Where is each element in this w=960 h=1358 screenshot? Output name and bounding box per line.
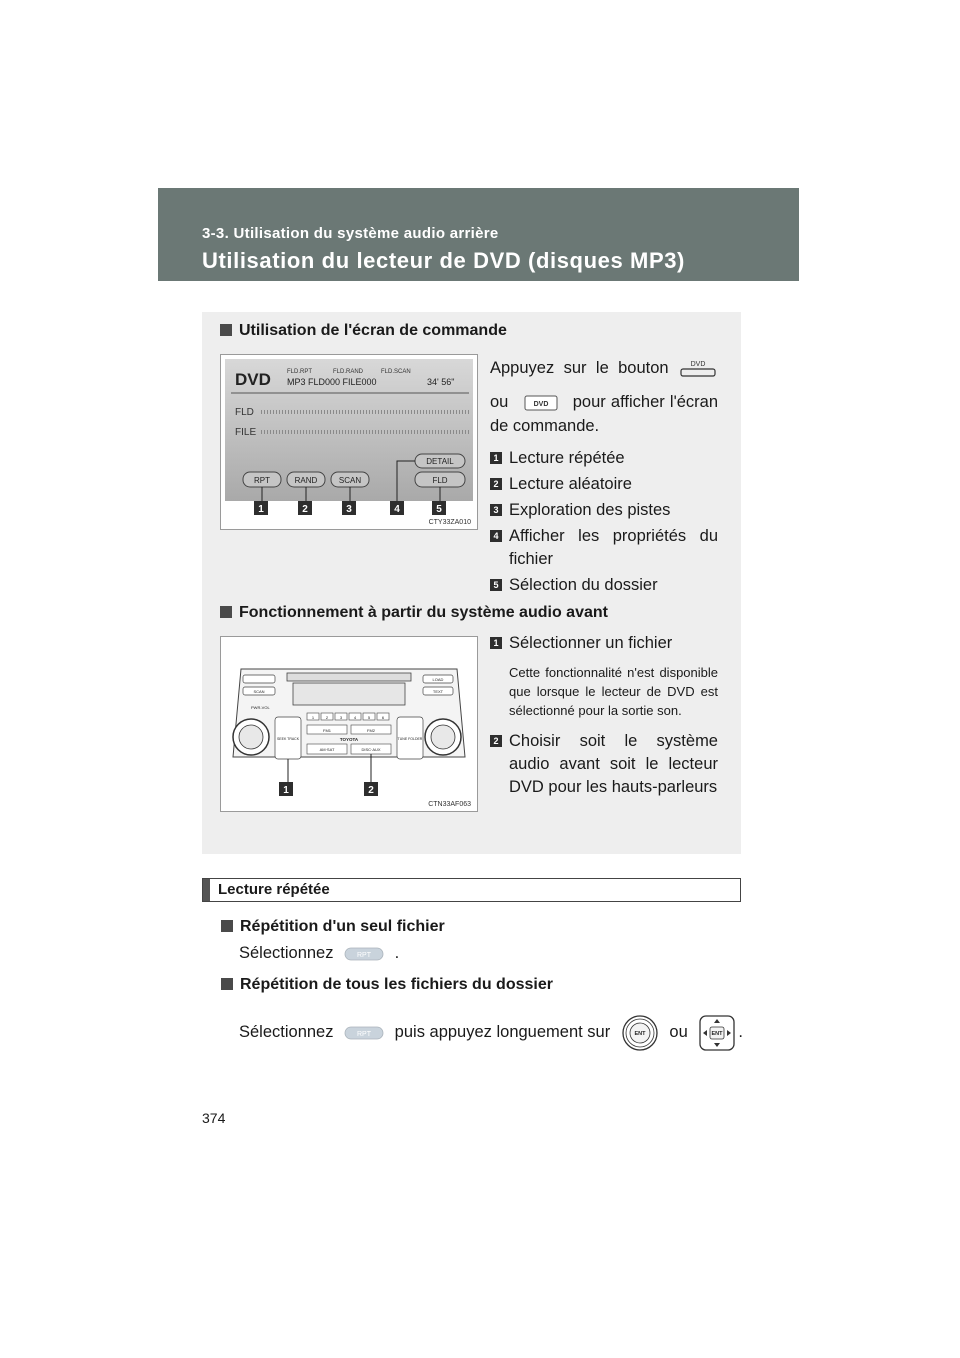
repeat-section-title: Lecture répétée — [218, 881, 330, 898]
svg-text:SCAN: SCAN — [338, 476, 362, 485]
svg-text:4: 4 — [353, 715, 357, 720]
list-item: 1 Lecture répétée — [490, 447, 718, 470]
front-section-heading: Fonctionnement à partir du système audio avant — [220, 604, 608, 622]
screen-item-list — [490, 447, 718, 597]
svg-text:DVD: DVD — [533, 400, 548, 408]
square-bullet-icon — [221, 978, 233, 990]
svg-text:AM·SAT: AM·SAT — [319, 747, 335, 752]
screen-row-file: FILE — [235, 427, 257, 438]
svg-text:RPT: RPT — [357, 951, 372, 959]
intro-line-2: ou DVD pour afficher l'écran de commande. — [490, 393, 719, 435]
svg-text:TOYOTA: TOYOTA — [339, 737, 359, 742]
svg-text:FM1: FM1 — [323, 728, 331, 733]
control-screen-figure — [220, 354, 478, 530]
svg-text:FLD: FLD — [432, 476, 448, 485]
svg-text:TUNE FOLDER: TUNE FOLDER — [397, 737, 423, 741]
svg-text:LOAD: LOAD — [432, 677, 444, 682]
svg-text:2: 2 — [302, 504, 308, 515]
list-item: 1 Sélectionner un fichier — [490, 632, 718, 655]
section-label: 3-3. Utilisation du système audio arrière — [202, 225, 499, 242]
control-screen-illustration — [221, 355, 477, 529]
repeat-folder-heading: Répétition de tous les fichiers du dossier — [221, 976, 553, 994]
page-title: Utilisation du lecteur de DVD (disques MP3) — [202, 248, 685, 273]
svg-text:ENT: ENT — [634, 1030, 646, 1037]
list-item: 4 Afficher les propriétés du fichier — [490, 525, 718, 571]
figure-code: CTY33ZA010 — [428, 519, 471, 526]
screen-mode-2: FLD.RAND — [333, 369, 364, 375]
list-item: 5 Sélection du dossier — [490, 574, 718, 597]
svg-text:2: 2 — [325, 715, 329, 720]
square-bullet-icon — [220, 606, 232, 618]
list-item: 3 Exploration des pistes — [490, 499, 718, 522]
list-item: 2 Choisir soit le système audio avant soit le lecteur DVD pour les hauts-parleurs — [490, 730, 718, 799]
intro-line-1: Appuyez sur le bouton DVD — [490, 356, 718, 380]
svg-text:TEXT: TEXT — [432, 689, 444, 694]
svg-text:DVD: DVD — [690, 360, 706, 368]
page-number: 374 — [202, 1110, 226, 1126]
svg-text:1: 1 — [283, 785, 289, 796]
svg-text:5: 5 — [367, 715, 371, 720]
svg-text:1: 1 — [311, 715, 315, 720]
front-audio-illustration — [221, 637, 477, 811]
svg-text:6: 6 — [381, 715, 385, 720]
dvd-small-button-icon — [524, 395, 558, 411]
screen-brand: DVD — [235, 370, 271, 389]
repeat-folder-instruction: Sélectionnez RPT puis appuyez longuement sur ENT ou ENT . — [239, 1012, 743, 1052]
repeat-section-bar — [202, 878, 741, 902]
svg-text:DETAIL: DETAIL — [426, 457, 454, 466]
screen-mode-1: FLD.RPT — [287, 369, 313, 375]
svg-text:SEEK TRACK: SEEK TRACK — [276, 737, 300, 741]
repeat-single-instruction: Sélectionnez RPT . — [239, 944, 400, 962]
front-audio-figure — [220, 636, 478, 812]
svg-text:3: 3 — [339, 715, 343, 720]
svg-text:SCAN: SCAN — [253, 689, 265, 694]
note-text: Cette fonctionnalité n'est disponible que lorsque le lecteur de DVD est sélectionné pour la sortie son. — [509, 665, 718, 718]
screen-file-info: MP3 FLD000 FILE000 — [287, 377, 377, 387]
ent-knob-icon — [621, 1014, 659, 1052]
repeat-single-heading: Répétition d'un seul fichier — [221, 918, 445, 936]
svg-text:3: 3 — [346, 504, 352, 515]
svg-text:RPT: RPT — [254, 476, 270, 485]
rpt-button-icon — [344, 946, 384, 962]
ent-pad-icon — [698, 1014, 736, 1052]
svg-text:1: 1 — [258, 504, 264, 515]
svg-text:ENT: ENT — [711, 1030, 723, 1037]
svg-text:RAND: RAND — [294, 476, 318, 485]
svg-text:2: 2 — [368, 785, 374, 796]
svg-text:PWR-VOL: PWR-VOL — [251, 705, 270, 710]
front-item-list — [490, 632, 718, 799]
square-bullet-icon — [220, 324, 232, 336]
svg-text:RPT: RPT — [357, 1030, 372, 1038]
svg-text:4: 4 — [394, 504, 400, 515]
svg-text:DISC·AUX: DISC·AUX — [361, 747, 381, 752]
figure-code: CTN33AF063 — [428, 801, 471, 808]
svg-text:FM2: FM2 — [367, 728, 375, 733]
screen-time: 34' 56" — [427, 377, 455, 387]
square-bullet-icon — [221, 920, 233, 932]
dvd-button-icon — [678, 358, 718, 380]
screen-row-fld: FLD — [235, 407, 254, 418]
rpt-button-icon — [344, 1025, 384, 1041]
screen-section-heading: Utilisation de l'écran de commande — [220, 322, 507, 340]
list-item: 2 Lecture aléatoire — [490, 473, 718, 496]
svg-text:5: 5 — [436, 504, 442, 515]
screen-mode-3: FLD.SCAN — [381, 369, 411, 375]
